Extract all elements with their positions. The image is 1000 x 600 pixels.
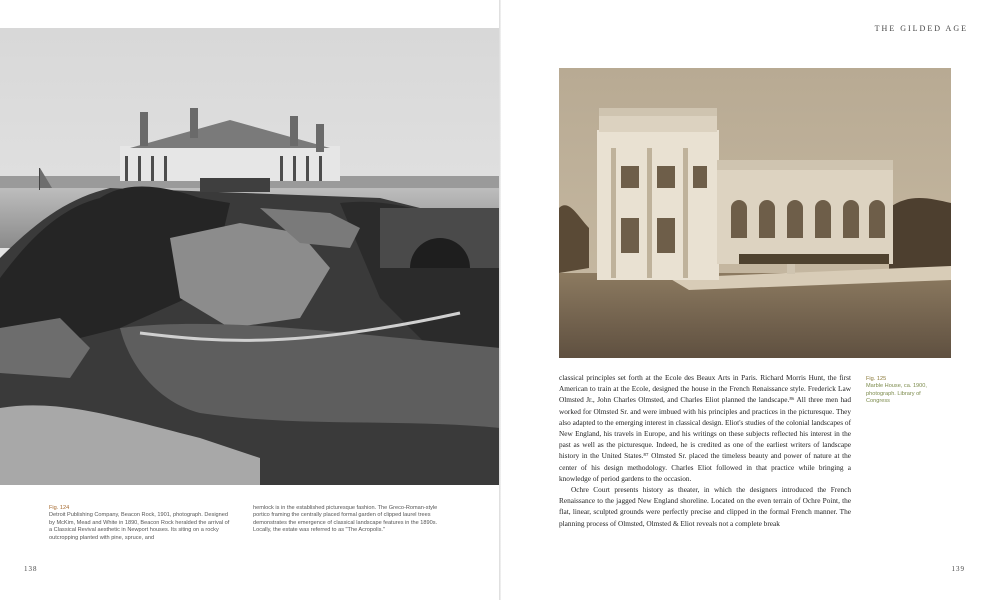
photo-beacon-rock — [0, 28, 500, 485]
caption-text-124-col2: hemlock is in the established picturesque fashion. The Greco-Roman-style portico framing the centrally placed formal garden of clipped laurel trees demonstrates the emergence of classical landscape features in the 1890s. Locally, the estate was referred to as "The Acropolis." — [253, 505, 438, 534]
fig-label-124: Fig. 124 — [49, 505, 70, 511]
caption-fig-124-col1 — [49, 505, 231, 542]
photo-marble-house — [559, 68, 951, 358]
fig-label-125: Fig. 125 — [866, 376, 887, 382]
caption-text-124-col1: Detroit Publishing Company, Beacon Rock, 1901, photograph. Designed by McKim, Mead and White in 1890, Beacon Rock heralded the arrival of a Classical Revival aesthetic in Newport houses. Its siting on a rocky outcropping planted with pine, spruce, and — [49, 512, 230, 541]
caption-fig-124-col2 — [253, 505, 441, 535]
page-number-left: 138 — [24, 565, 38, 573]
caption-text-125: Marble House, ca. 1900, photograph. Library of Congress — [866, 383, 927, 405]
caption-fig-125 — [866, 376, 946, 406]
page-gutter — [499, 0, 501, 600]
page-number-right: 139 — [951, 565, 965, 573]
marble-house-illustration — [559, 68, 951, 358]
running-head: THE GILDED AGE — [874, 24, 968, 33]
body-paragraph-1: classical principles set forth at the Ecole des Beaux Arts in Paris. Richard Morris Hunt, the first American to train at the Ecole, designed the house in the French Renaissance style. Frederick Law Olmsted Jr., John Charles Olmsted, and Charles Eliot planned the landscape.⁸⁶ All three men had worked for Olmsted Sr. and were imbued with his principles and practices in the picturesque. They also adapted to the emerging interest in classical design. Eliot's studies of the colonial landscapes of New England, his travels in Europe, and his writings on these subjects reflected his interest in the past as well as the picturesque. Indeed, he is credited as one of the earliest writers of landscape history in the United States.⁸⁷ Olmsted Sr. placed the timeless beauty and power of nature at the center of his design methodology. Charles Eliot followed in that practice while bringing a knowledge of period gardens to the occasion. — [559, 373, 851, 483]
beacon-rock-illustration — [0, 28, 500, 485]
body-paragraph-2: Ochre Court presents history as theater, in which the designers introduced the French Renaissance to the jagged New England shoreline. Located on the even terrain of Ochre Point, the flat, linear, sculpted grounds were perfectly precise and clipped in the formal French manner. The planning process of Olmsted, Olmsted & Eliot reveals not a complete break — [559, 485, 851, 528]
body-text — [559, 372, 851, 529]
